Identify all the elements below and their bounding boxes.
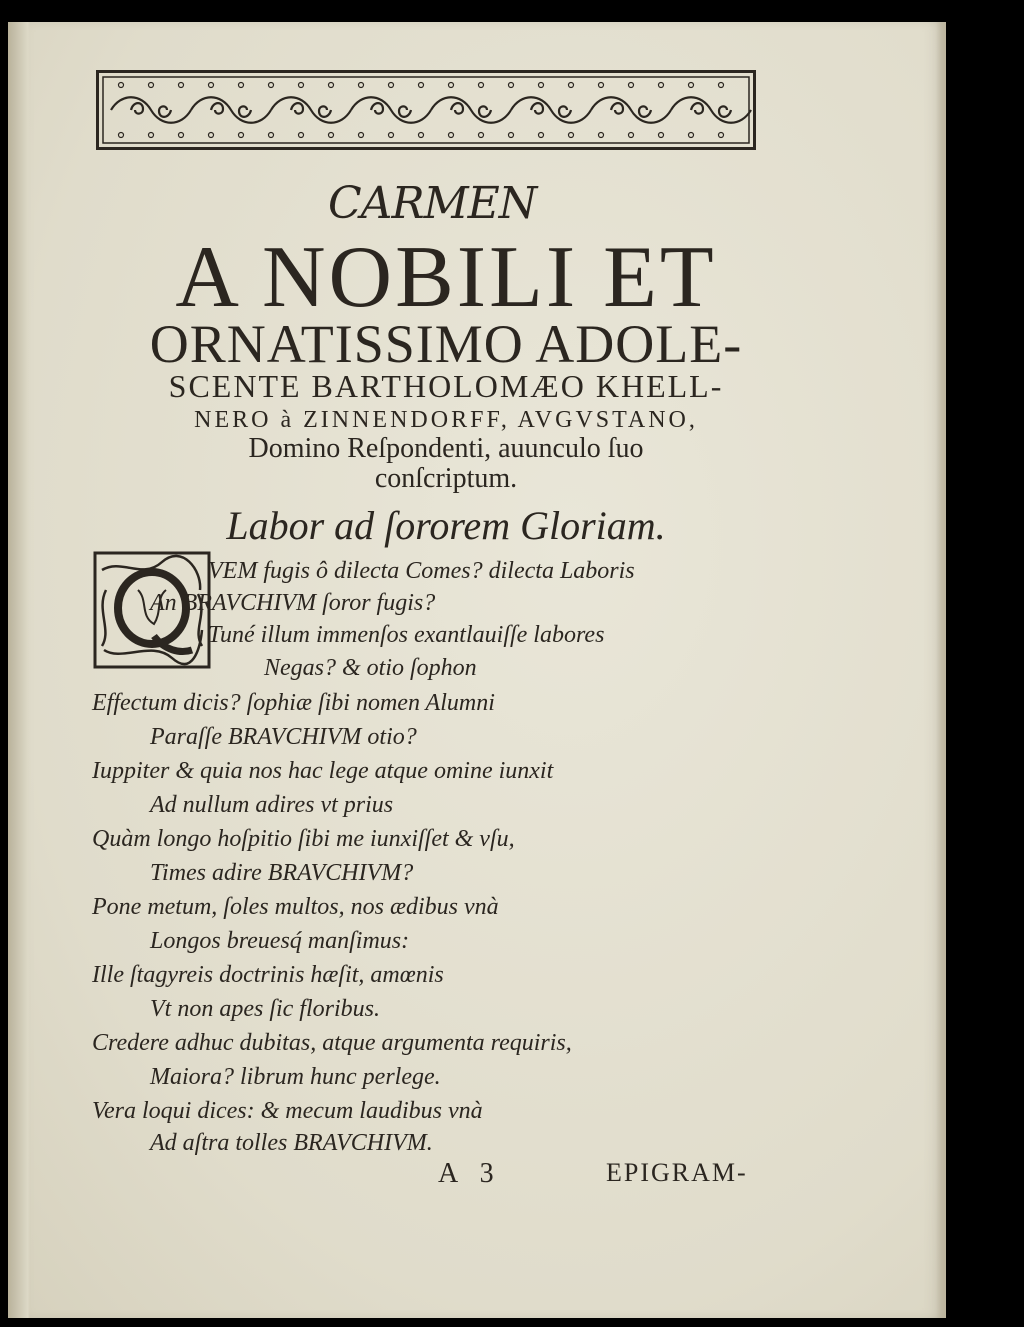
poem-line: Tuné illum immenſos exantlauiſſe labores <box>208 622 605 648</box>
page-edge-shadow <box>936 22 946 1318</box>
poem-line: Effectum dicis? ſophiæ ſibi nomen Alumni <box>92 690 495 716</box>
poem-line: Negas? & otio ſophon <box>264 655 477 681</box>
poem-line: An BRAVCHIVM ſoror fugis? <box>150 590 436 616</box>
title-line-1: A NOBILI ET <box>175 229 717 326</box>
poem-line: Quàm longo hoſpitio ſibi me iunxiſſet & vſu, <box>92 826 515 852</box>
poem-line: Vt non apes ſic floribus. <box>150 996 380 1022</box>
signature-mark: A 3 <box>438 1158 502 1189</box>
poem-line: Times adire BRAVCHIVM? <box>150 860 414 886</box>
poem-line: Iuppiter & quia nos hac lege atque omine iunxit <box>92 758 554 784</box>
poem-line: Vera loqui dices: & mecum laudibus vnà <box>92 1098 483 1124</box>
poem-line: Ad aſtra tolles BRAVCHIVM. <box>150 1130 433 1156</box>
headpiece-ornament-icon <box>99 73 753 147</box>
page-gutter-shadow <box>8 22 30 1318</box>
poem-line: Ille ſtagyreis doctrinis hæſit, amœnis <box>92 962 444 988</box>
book-page <box>8 22 946 1318</box>
title-line-3: SCENTE BARTHOLOMÆO KHELL- <box>168 368 724 404</box>
title-line-2: ORNATISSIMO ADOLE- <box>149 314 743 374</box>
title-line-4: NERO à ZINNENDORFF, AVGVSTANO, <box>194 407 698 433</box>
poem-line: Maiora? librum hunc perlege. <box>150 1064 441 1090</box>
ornamental-headpiece <box>96 70 756 150</box>
poem-line: VEM fugis ô dilecta Comes? dilecta Laboris <box>208 558 635 584</box>
title-line-6: conſcriptum. <box>374 463 518 494</box>
poem-subheading: Labor ad ſororem Gloriam. <box>226 503 666 548</box>
title-line-5: Domino Reſpondenti, auunculo ſuo <box>248 433 644 464</box>
poem-line: Ad nullum adires vt prius <box>150 792 394 818</box>
poem-line: Pone metum, ſoles multos, nos ædibus vnà <box>92 894 499 920</box>
catchword: EPIGRAM- <box>606 1158 748 1187</box>
poem-line: Longos breuesq́ manſimus: <box>150 928 410 954</box>
carmen-heading: CARMEN <box>328 178 537 229</box>
poem-line: Paraſſe BRAVCHIVM otio? <box>150 724 417 750</box>
poem-line: Credere adhuc dubitas, atque argumenta requiris, <box>92 1030 572 1056</box>
